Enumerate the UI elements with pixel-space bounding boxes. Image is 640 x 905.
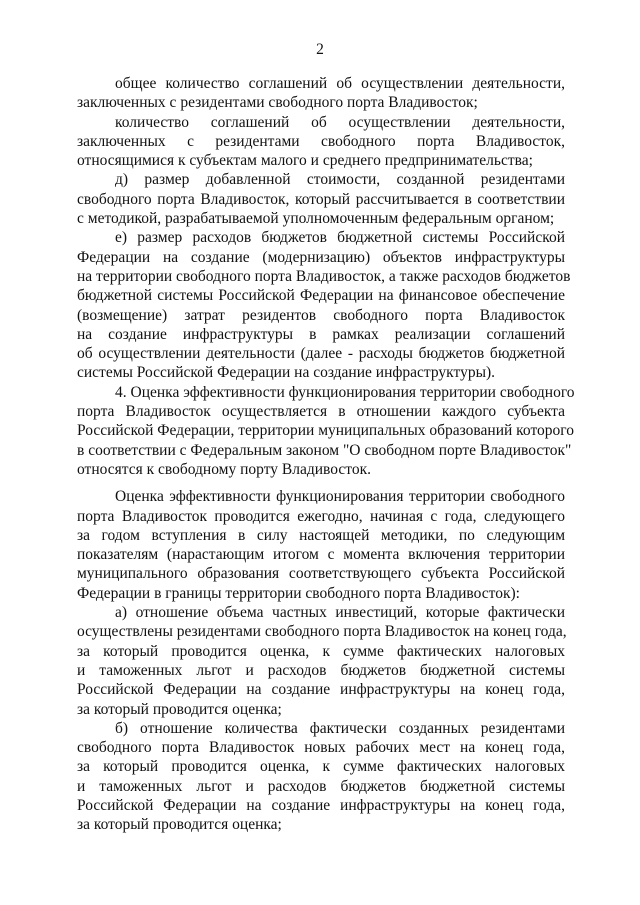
text-line: за годом вступления в силу настоящей методики, по следующим [77,526,565,544]
text-line: заключенных с резидентами свободного порта Владивосток; [77,94,478,112]
text-line: и таможенных льгот и расходов бюджетов бюджетной системы [77,661,565,679]
text-line: относятся к свободному порту Владивосток. [77,460,371,478]
text-line: Оценка эффективности функционирования территории свободного [115,488,565,506]
paragraph [77,228,571,382]
text-line: на территории свободного порта Владивосток, а также расходов бюджетов [77,267,571,285]
text-line: б) отношение количества фактически созданных резидентами [115,719,565,737]
text-line: на создание инфраструктуры в рамках реализации соглашений [77,325,565,343]
paragraph [77,719,565,835]
text-line: общее количество соглашений об осуществлении деятельности, [115,75,565,92]
text-line: Федерации в границы территории свободного порта Владивосток): [77,584,520,602]
text-line: а) отношение объема частных инвестиций, которые фактически [115,604,565,622]
paragraph [77,383,575,479]
paragraph [77,74,565,113]
text-line: муниципального образования соответствующего субъекта Российской [77,565,565,583]
text-line: за который проводится оценка, к сумме фактических налоговых [77,758,565,776]
text-line: Российской Федерации на создание инфраструктуры на конец года, [77,796,565,814]
text-line: показателям (нарастающим итогом с момента включения территории [77,546,565,564]
text-line: порта Владивосток проводится ежегодно, начиная с года, следующего [77,507,565,525]
text-line: бюджетной системы Российской Федерации на финансовое обеспечение [77,287,565,305]
paragraph-gap [77,479,565,487]
text-line: порта Владивосток осуществляется в отношении каждого субъекта [77,403,565,421]
text-line: в соответствии с Федеральным законом "О свободном порте Владивосток" [77,441,572,459]
text-line: системы Российской Федерации на создание инфраструктуры). [77,364,496,382]
text-line: с методикой, разрабатываемой уполномоченным федеральным органом; [77,210,555,228]
text-line: свободного порта Владивосток, который рассчитывается в соответствии [77,190,565,208]
text-line: Федерации на создание (модернизацию) объектов инфраструктуры [77,248,565,266]
text-line: (возмещение) затрат резидентов свободного порта Владивосток [77,306,565,324]
text-line: за который проводится оценка; [77,700,282,718]
text-line: Российской Федерации на создание инфраструктуры на конец года, [77,681,565,699]
paragraph [77,113,565,171]
text-line: д) размер добавленной стоимости, созданной резидентами [115,171,565,189]
text-line: и таможенных льгот и расходов бюджетов бюджетной системы [77,777,565,795]
text-line: за который проводится оценка, к сумме фактических налоговых [77,642,565,660]
page-number: 2 [316,41,324,58]
text-line: осуществлены резидентами свободного порта Владивосток на конец года, [77,623,567,641]
text-line: 4. Оценка эффективности функционирования территории свободного [115,383,575,401]
text-line: относящимися к субъектам малого и среднего предпринимательства; [77,152,533,170]
document-body [77,74,575,835]
text-line: количество соглашений об осуществлении деятельности, [115,113,565,131]
paragraph [77,170,565,228]
text-line: об осуществлении деятельности (далее - расходы бюджетов бюджетной [77,345,565,363]
text-line: Российской Федерации, территории муниципальных образований которого [77,422,575,440]
paragraph [77,487,565,603]
text-line: свободного порта Владивосток новых рабочих мест на конец года, [77,739,565,757]
paragraph [77,603,565,719]
text-line: е) размер расходов бюджетов бюджетной системы Российской [115,229,565,247]
text-line: за который проводится оценка; [77,816,282,834]
text-line: заключенных с резидентами свободного порта Владивосток, [77,132,565,150]
